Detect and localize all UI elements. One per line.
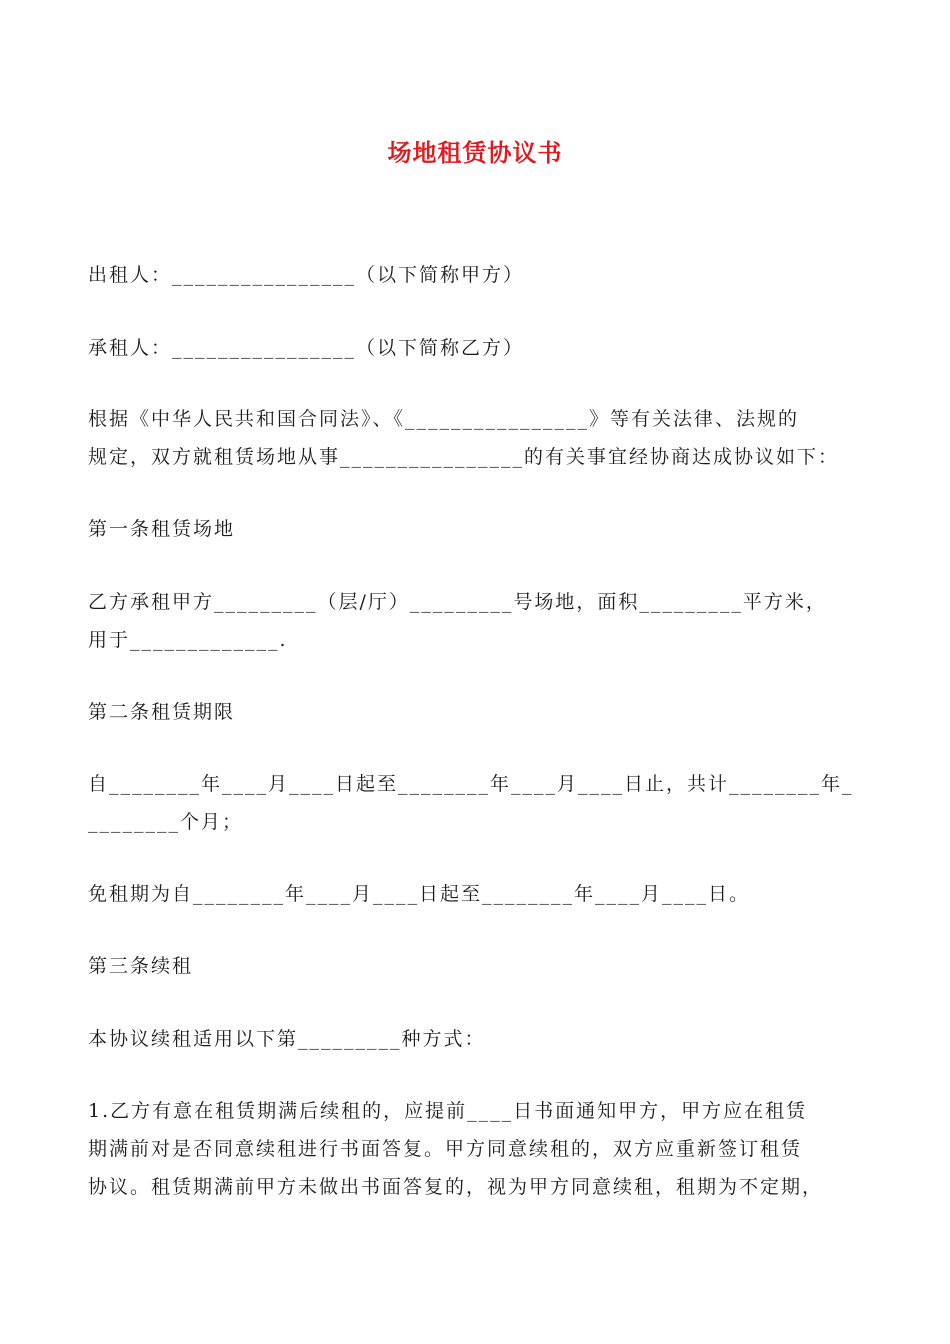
- lessor-line: 出租人：________________（以下简称甲方）: [88, 264, 525, 286]
- article1-line: 用于_____________.: [88, 629, 288, 651]
- article2-heading: 第二条租赁期限: [88, 701, 236, 723]
- basis-line: 规定，双方就租赁场地从事________________的有关事宜经协商达成协议如下：: [88, 446, 840, 468]
- article1-line: 乙方承租甲方_________（层/厅）_________号场地，面积_________平方米，: [88, 591, 827, 613]
- article1-heading: 第一条租赁场地: [88, 518, 236, 540]
- lessee-line: 承租人：________________（以下简称乙方）: [88, 337, 525, 359]
- article2-free-period: 免租期为自________年____月____日起至________年____月____日。: [88, 883, 751, 905]
- option1-line: 期满前对是否同意续租进行书面答复。甲方同意续租的，双方应重新签订租赁: [88, 1138, 803, 1160]
- article3-heading: 第三条续租: [88, 955, 194, 977]
- article1-body: [88, 583, 868, 659]
- article3-intro: 本协议续租适用以下第_________种方式：: [88, 1028, 486, 1050]
- article3-option1: [88, 1092, 868, 1206]
- article2-term-line: 自________年____月____日起至________年____月____日止，共计________年_: [88, 773, 854, 795]
- option1-line: 协议。租赁期满前甲方未做出书面答复的，视为甲方同意续租，租期为不定期，: [88, 1176, 824, 1198]
- article2-term: [88, 765, 868, 841]
- document-title: 场地租赁协议书: [387, 139, 563, 167]
- basis-paragraph: [88, 400, 868, 476]
- option1-line: 1.乙方有意在租赁期满后续租的，应提前____日书面通知甲方，甲方应在租赁: [88, 1100, 808, 1122]
- basis-line: 根据《中华人民共和国合同法》、《________________》等有关法律、法规的: [88, 408, 800, 430]
- article2-term-line: ________个月；: [88, 811, 244, 833]
